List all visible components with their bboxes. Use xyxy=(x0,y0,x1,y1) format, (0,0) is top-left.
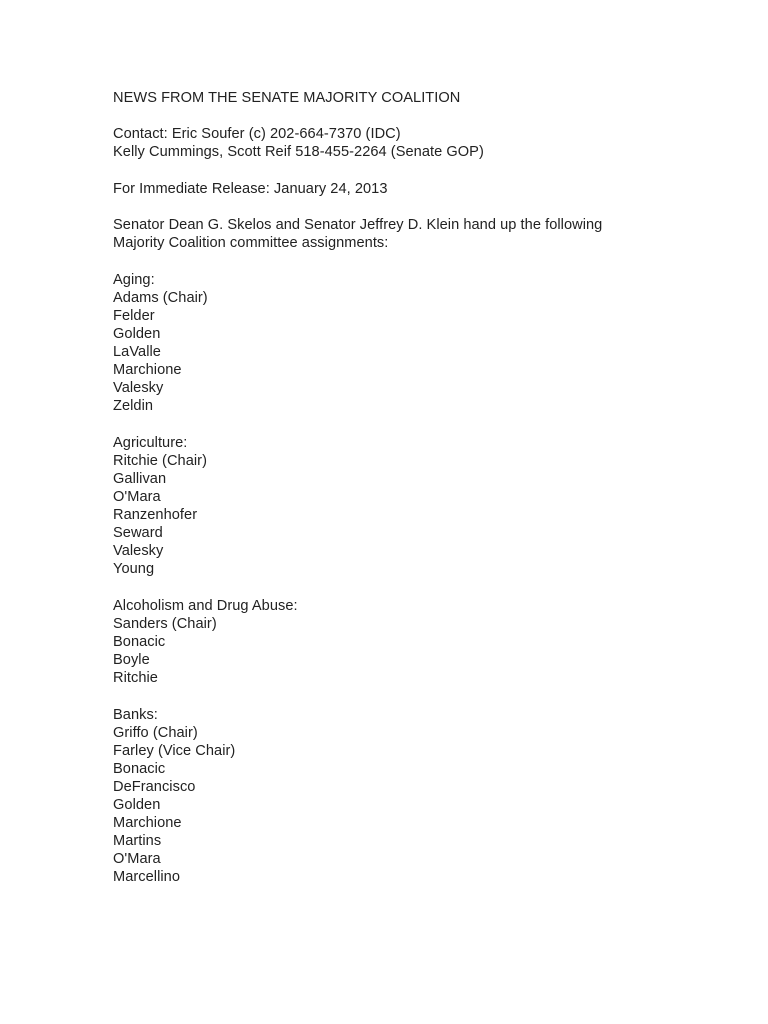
committee-name: Alcoholism and Drug Abuse: xyxy=(113,597,298,614)
committee-member: Marchione xyxy=(113,362,182,379)
committee-name: Banks: xyxy=(113,706,158,723)
committee-member: Marcellino xyxy=(113,869,181,886)
committee-member: Seward xyxy=(113,525,163,542)
committee-name: Aging: xyxy=(113,271,155,288)
committee-member: Boyle xyxy=(113,652,150,669)
spacer xyxy=(113,162,733,180)
committee-member: Zeldin xyxy=(113,398,154,415)
committee-member: O'Mara xyxy=(113,489,161,506)
contact-line: Kelly Cummings, Scott Reif 518-455-2264 (Senate GOP) xyxy=(113,144,484,161)
committee-member: Valesky xyxy=(113,380,164,397)
committee-member: Bonacic xyxy=(113,634,166,651)
intro-text: Senator Dean G. Skelos and Senator Jeffrey D. Klein hand up the following xyxy=(113,217,603,234)
committee-member: Griffo (Chair) xyxy=(113,724,198,741)
committee-member: Felder xyxy=(113,307,155,324)
committee-member: Ritchie (Chair) xyxy=(113,452,208,469)
committee-member: LaValle xyxy=(113,344,161,361)
contact-line: Contact: Eric Soufer (c) 202-664-7370 (IDC) xyxy=(113,126,401,143)
committee-member: Bonacic xyxy=(113,760,166,777)
spacer xyxy=(113,579,733,597)
committee-member: Valesky xyxy=(113,543,164,560)
spacer xyxy=(113,416,733,434)
committee-section xyxy=(113,434,733,579)
committee-section xyxy=(113,597,733,687)
committee-name: Agriculture: xyxy=(113,434,188,451)
spacer xyxy=(113,198,733,216)
committee-member: Golden xyxy=(113,797,161,814)
committee-member: O'Mara xyxy=(113,851,161,868)
committee-member: Adams (Chair) xyxy=(113,289,208,306)
document-title: NEWS FROM THE SENATE MAJORITY COALITION xyxy=(113,90,461,106)
intro-text: Majority Coalition committee assignments: xyxy=(113,235,389,252)
committee-member: Marchione xyxy=(113,815,182,832)
committee-member: Golden xyxy=(113,326,161,343)
committee-section xyxy=(113,271,733,416)
committee-member: Gallivan xyxy=(113,470,167,487)
committee-member: Young xyxy=(113,561,155,578)
committee-list xyxy=(113,271,733,887)
committee-member: Ranzenhofer xyxy=(113,507,198,524)
committee-member: Farley (Vice Chair) xyxy=(113,742,236,759)
spacer xyxy=(113,252,733,270)
committee-section xyxy=(113,706,733,887)
committee-member: Ritchie xyxy=(113,670,158,687)
spacer xyxy=(113,687,733,705)
release-date: For Immediate Release: January 24, 2013 xyxy=(113,180,388,197)
committee-member: Martins xyxy=(113,833,162,850)
document-page xyxy=(113,89,733,887)
committee-member: DeFrancisco xyxy=(113,778,196,795)
committee-member: Sanders (Chair) xyxy=(113,615,217,632)
spacer xyxy=(113,107,733,125)
